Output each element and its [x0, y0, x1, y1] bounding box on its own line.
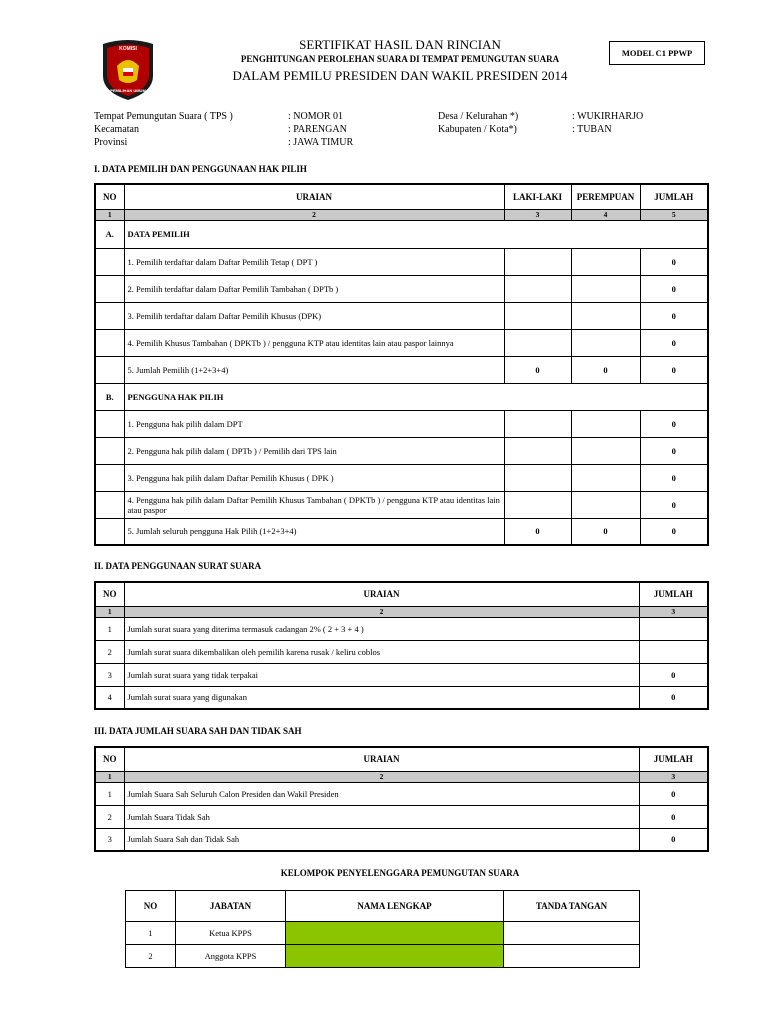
- row-jumlah: 0: [639, 663, 708, 686]
- row-jabatan: Anggota KPPS: [176, 945, 286, 968]
- group-label: PENGGUNA HAK PILIH: [124, 383, 708, 410]
- column-number: 1: [95, 771, 124, 782]
- row-perempuan: [571, 437, 640, 464]
- row-jumlah: 0: [640, 329, 708, 356]
- column-number: 4: [571, 209, 640, 220]
- table-row: [95, 329, 708, 356]
- section-1-table: [94, 183, 709, 546]
- row-no: 1: [126, 922, 176, 945]
- row-label: Jumlah Suara Tidak Sah: [124, 805, 639, 828]
- group-no: B.: [95, 383, 124, 410]
- row-no: 3: [95, 828, 124, 851]
- table-row: [95, 356, 708, 383]
- table-row: [95, 617, 708, 640]
- document-title: SERTIFIKAT HASIL DAN RINCIAN: [299, 37, 501, 52]
- tanda-tangan-field[interactable]: [504, 922, 640, 945]
- header-no: NO: [95, 582, 124, 606]
- header-perempuan: PEREMPUAN: [571, 184, 640, 209]
- row-label: 4. Pemilih Khusus Tambahan ( DPKTb ) / pengguna KTP atau identitas lain atau paspor lainnya: [124, 329, 504, 356]
- table-row: [95, 828, 708, 851]
- row-jumlah: 0: [639, 805, 708, 828]
- header-no: NO: [95, 747, 124, 771]
- section-3-table: [94, 746, 709, 852]
- row-perempuan: [571, 410, 640, 437]
- row-no: 1: [95, 782, 124, 805]
- row-label: 1. Pemilih terdaftar dalam Daftar Pemilih Tetap ( DPT ): [124, 248, 504, 275]
- column-number: 3: [639, 771, 708, 782]
- row-laki-laki: 0: [504, 356, 571, 383]
- group-row-b: [95, 383, 708, 410]
- svg-text:KOMISI: KOMISI: [119, 46, 137, 52]
- row-jumlah: 0: [640, 248, 708, 275]
- row-no: 2: [95, 640, 124, 663]
- row-jumlah: 0: [639, 686, 708, 709]
- row-perempuan: [571, 329, 640, 356]
- table-row: [95, 275, 708, 302]
- table-row: [95, 518, 708, 545]
- header-uraian: URAIAN: [124, 184, 504, 209]
- row-label: Jumlah Suara Sah dan Tidak Sah: [124, 828, 639, 851]
- document-subtitle: PENGHITUNGAN PEROLEHAN SUARA DI TEMPAT PEMUNGUTAN SUARA: [240, 54, 560, 64]
- row-label: Jumlah surat suara yang tidak terpakai: [124, 663, 639, 686]
- column-number: 1: [95, 209, 124, 220]
- row-label: Jumlah surat suara dikembalikan oleh pemilih karena rusak / keliru coblos: [124, 640, 639, 663]
- row-label: 1. Pengguna hak pilih dalam DPT: [124, 410, 504, 437]
- header-laki-laki: LAKI-LAKI: [504, 184, 571, 209]
- model-badge: MODEL C1 PPWP: [609, 41, 705, 65]
- row-no: 1: [95, 617, 124, 640]
- row-perempuan: [571, 464, 640, 491]
- provinsi-value: : JAWA TIMUR: [288, 137, 354, 148]
- group-label: DATA PEMILIH: [124, 220, 708, 248]
- row-perempuan: [571, 302, 640, 329]
- row-jumlah: 0: [640, 356, 708, 383]
- table-row: [126, 945, 640, 968]
- row-label: Jumlah Suara Sah Seluruh Calon Presiden dan Wakil Presiden: [124, 782, 639, 805]
- header-uraian: URAIAN: [124, 582, 639, 606]
- provinsi-label: Provinsi: [94, 137, 128, 148]
- row-label: 5. Jumlah Pemilih (1+2+3+4): [124, 356, 504, 383]
- kabupaten-value: : TUBAN: [572, 124, 612, 135]
- kelompok-table: [125, 890, 640, 968]
- row-perempuan: 0: [571, 356, 640, 383]
- header-uraian: URAIAN: [124, 747, 639, 771]
- table-row: [95, 410, 708, 437]
- kabupaten-label: Kabupaten / Kota*): [438, 124, 517, 135]
- kelompok-title: KELOMPOK PENYELENGGARA PEMUNGUTAN SUARA: [280, 868, 520, 878]
- header-jumlah: JUMLAH: [639, 747, 708, 771]
- table-row: [95, 491, 708, 518]
- table-row: [95, 805, 708, 828]
- row-no: 2: [126, 945, 176, 968]
- table-row: [95, 686, 708, 709]
- row-no: 4: [95, 686, 124, 709]
- column-number: 3: [639, 606, 708, 617]
- row-label: Jumlah surat suara yang diterima termasuk cadangan 2% ( 2 + 3 + 4 ): [124, 617, 639, 640]
- svg-text:PEMILIHAN UMUM: PEMILIHAN UMUM: [110, 88, 146, 93]
- kecamatan-value: : PARENGAN: [288, 124, 347, 135]
- section-2-title: II. DATA PENGGUNAAN SURAT SUARA: [94, 561, 262, 571]
- row-jumlah: 0: [640, 464, 708, 491]
- row-perempuan: [571, 275, 640, 302]
- column-number: 1: [95, 606, 124, 617]
- row-laki-laki: [504, 491, 571, 518]
- column-number: 2: [124, 771, 639, 782]
- column-number: 2: [124, 209, 504, 220]
- table-row: [95, 248, 708, 275]
- row-laki-laki: [504, 329, 571, 356]
- section-2-table: [94, 581, 709, 710]
- nama-lengkap-field[interactable]: [286, 922, 504, 945]
- row-jumlah: 0: [639, 828, 708, 851]
- table-row: [95, 437, 708, 464]
- header-jabatan: JABATAN: [176, 891, 286, 922]
- row-jumlah: 0: [640, 518, 708, 545]
- row-jumlah: [639, 617, 708, 640]
- tps-label: Tempat Pemungutan Suara ( TPS ): [94, 111, 233, 122]
- row-label: 2. Pengguna hak pilih dalam ( DPTb ) / Pemilih dari TPS lain: [124, 437, 504, 464]
- row-laki-laki: 0: [504, 518, 571, 545]
- row-label: 3. Pemilih terdaftar dalam Daftar Pemilih Khusus (DPK): [124, 302, 504, 329]
- row-label: Jumlah surat suara yang digunakan: [124, 686, 639, 709]
- desa-value: : WUKIRHARJO: [572, 111, 644, 122]
- row-jumlah: 0: [640, 302, 708, 329]
- column-number: 3: [504, 209, 571, 220]
- row-laki-laki: [504, 248, 571, 275]
- header-no: NO: [126, 891, 176, 922]
- row-label: 3. Pengguna hak pilih dalam Daftar Pemilih Khusus ( DPK ): [124, 464, 504, 491]
- header-jumlah: JUMLAH: [640, 184, 708, 209]
- header-no: NO: [95, 184, 124, 209]
- section-3-title: III. DATA JUMLAH SUARA SAH DAN TIDAK SAH: [94, 726, 302, 736]
- row-jumlah: [639, 640, 708, 663]
- row-jumlah: 0: [640, 491, 708, 518]
- column-number: 2: [124, 606, 639, 617]
- kpu-logo: [99, 38, 157, 102]
- row-laki-laki: [504, 464, 571, 491]
- table-row: [95, 302, 708, 329]
- table-row: [95, 782, 708, 805]
- row-jumlah: 0: [640, 437, 708, 464]
- nama-lengkap-field[interactable]: [286, 945, 504, 968]
- row-perempuan: [571, 248, 640, 275]
- tps-value: : NOMOR 01: [288, 111, 344, 122]
- row-jumlah: 0: [640, 410, 708, 437]
- desa-label: Desa / Kelurahan *): [438, 111, 519, 122]
- row-laki-laki: [504, 410, 571, 437]
- section-1-title: I. DATA PEMILIH DAN PENGGUNAAN HAK PILIH: [94, 164, 307, 174]
- kecamatan-label: Kecamatan: [94, 124, 139, 135]
- table-row: [126, 922, 640, 945]
- header-nama-lengkap: NAMA LENGKAP: [286, 891, 504, 922]
- row-label: 5. Jumlah seluruh pengguna Hak Pilih (1+2+3+4): [124, 518, 504, 545]
- row-perempuan: 0: [571, 518, 640, 545]
- row-perempuan: [571, 491, 640, 518]
- tanda-tangan-field[interactable]: [504, 945, 640, 968]
- row-laki-laki: [504, 437, 571, 464]
- row-no: 3: [95, 663, 124, 686]
- document-title-2: DALAM PEMILU PRESIDEN DAN WAKIL PRESIDEN 2014: [232, 68, 568, 83]
- table-row: [95, 464, 708, 491]
- table-row: [95, 663, 708, 686]
- row-label: 4. Pengguna hak pilih dalam Daftar Pemilih Khusus Tambahan ( DPKTb ) / pengguna KTP atau identitas lain atau paspor: [124, 491, 504, 518]
- row-jabatan: Ketua KPPS: [176, 922, 286, 945]
- row-jumlah: 0: [640, 275, 708, 302]
- row-no: 2: [95, 805, 124, 828]
- row-label: 2. Pemilih terdaftar dalam Daftar Pemilih Tambahan ( DPTb ): [124, 275, 504, 302]
- row-laki-laki: [504, 302, 571, 329]
- header-jumlah: JUMLAH: [639, 582, 708, 606]
- header-tanda-tangan: TANDA TANGAN: [504, 891, 640, 922]
- row-jumlah: 0: [639, 782, 708, 805]
- table-row: [95, 640, 708, 663]
- group-no: A.: [95, 220, 124, 248]
- row-laki-laki: [504, 275, 571, 302]
- group-row-a: [95, 220, 708, 248]
- column-number: 5: [640, 209, 708, 220]
